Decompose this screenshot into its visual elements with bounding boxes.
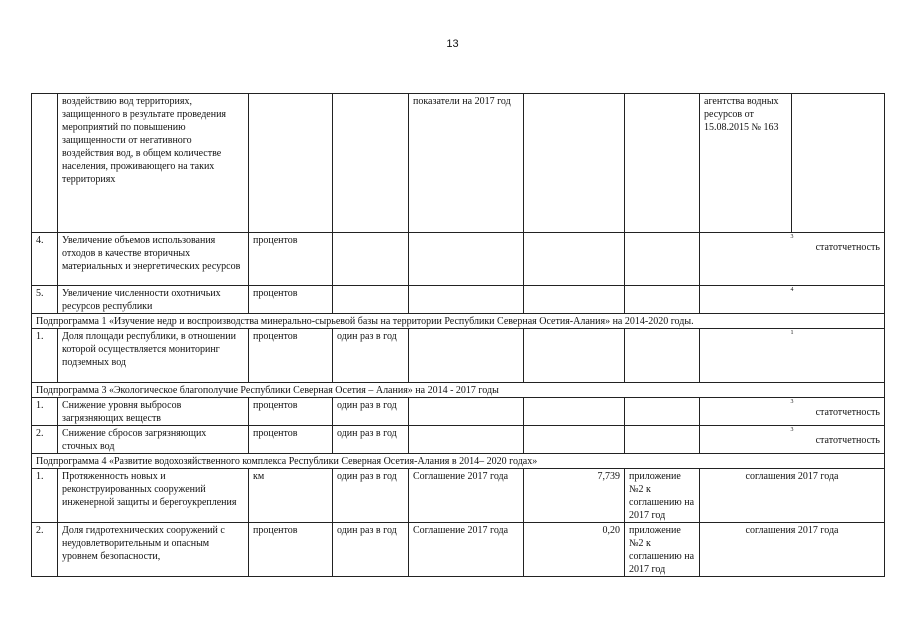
subprogram-row bbox=[32, 454, 885, 469]
source-cell bbox=[700, 286, 885, 314]
base-document-cell bbox=[409, 233, 524, 286]
table-row bbox=[32, 286, 885, 314]
value-cell bbox=[524, 94, 625, 233]
page-number: 13 bbox=[446, 38, 459, 50]
indicator-name: Протяженность новых и реконструированных сооружений инженерной защиты и берегоукрепления bbox=[58, 469, 249, 523]
unit-cell: км bbox=[249, 469, 333, 523]
footnote-mark: 1 bbox=[790, 330, 794, 336]
value-cell: 0,20 bbox=[524, 523, 625, 577]
appendix-cell bbox=[625, 286, 700, 314]
indicator-name: Доля гидротехнических сооружений с неудовлетворительным и опасным уровнем безопасности, bbox=[58, 523, 249, 577]
periodicity-cell bbox=[333, 94, 409, 233]
source-text: соглашения 2017 года bbox=[745, 471, 839, 482]
subprogram-row bbox=[32, 383, 885, 398]
value-cell bbox=[524, 329, 625, 383]
appendix-cell: приложение №2 к соглашению на 2017 год bbox=[625, 523, 700, 577]
appendix-cell bbox=[625, 233, 700, 286]
footnote-mark: 3 bbox=[790, 234, 794, 240]
indicator-name: Снижение уровня выбросов загрязняющих веществ bbox=[58, 398, 249, 426]
row-number: 5. bbox=[32, 286, 58, 314]
appendix-cell: приложение №2 к соглашению на 2017 год bbox=[625, 469, 700, 523]
indicator-name: Снижение сбросов загрязняющих сточных вод bbox=[58, 426, 249, 454]
table-row bbox=[32, 469, 885, 523]
subprogram-title: Подпрограмма 1 «Изучение недр и воспроизводства минерально-сырьевой базы на территории Республики Северная Осетия-Алания» на 2014-2020 годы. bbox=[32, 314, 885, 329]
appendix-cell bbox=[625, 329, 700, 383]
value-cell bbox=[524, 426, 625, 454]
row-number bbox=[32, 94, 58, 233]
source-text: соглашения 2017 года bbox=[745, 525, 839, 536]
row-number: 1. bbox=[32, 398, 58, 426]
source-cell bbox=[700, 426, 885, 454]
footnote-mark: 3 bbox=[790, 399, 794, 405]
periodicity-cell: один раз в год bbox=[333, 329, 409, 383]
base-document-cell bbox=[409, 398, 524, 426]
appendix-cell bbox=[625, 94, 700, 233]
indicator-name: воздействию вод территориях, защищенного в результате проведения мероприятий по повышению защищенности от негативного воздействия вод, в общем количестве населения, проживающего на таких территориях bbox=[58, 94, 249, 233]
source-cell bbox=[700, 523, 885, 577]
unit-cell: процентов bbox=[249, 426, 333, 454]
source-cell bbox=[700, 398, 885, 426]
table-row bbox=[32, 426, 885, 454]
base-document-cell bbox=[409, 329, 524, 383]
table-row bbox=[32, 523, 885, 577]
source-text: агентства водных ресурсов от 15.08.2015 № 163 bbox=[704, 96, 779, 133]
source-cell bbox=[700, 329, 885, 383]
source-text: статотчетность bbox=[815, 435, 880, 446]
value-cell bbox=[524, 398, 625, 426]
source-cell bbox=[700, 94, 792, 233]
indicator-name: Увеличение численности охотничьих ресурсов республики bbox=[58, 286, 249, 314]
source-cell bbox=[700, 469, 885, 523]
periodicity-cell bbox=[333, 286, 409, 314]
subprogram-title: Подпрограмма 3 «Экологическое благополучие Республики Северная Осетия – Алания» на 2014 - 2017 годы bbox=[32, 383, 885, 398]
unit-cell: процентов bbox=[249, 398, 333, 426]
row-number: 4. bbox=[32, 233, 58, 286]
base-document-cell bbox=[409, 426, 524, 454]
unit-cell bbox=[249, 94, 333, 233]
indicators-table bbox=[31, 93, 885, 577]
row-number: 2. bbox=[32, 523, 58, 577]
indicator-name: Увеличение объемов использования отходов в качестве вторичных материальных и энергетических ресурсов bbox=[58, 233, 249, 286]
periodicity-cell: один раз в год bbox=[333, 523, 409, 577]
indicator-name: Доля площади республики, в отношении которой осуществляется мониторинг подземных вод bbox=[58, 329, 249, 383]
table-row bbox=[32, 94, 885, 233]
unit-cell: процентов bbox=[249, 286, 333, 314]
base-document-cell bbox=[409, 286, 524, 314]
table-row bbox=[32, 233, 885, 286]
base-document-cell: показатели на 2017 год bbox=[409, 94, 524, 233]
unit-cell: процентов bbox=[249, 233, 333, 286]
periodicity-cell: один раз в год bbox=[333, 398, 409, 426]
value-cell bbox=[524, 233, 625, 286]
footnote-mark: 4 bbox=[790, 287, 794, 293]
value-cell: 7,739 bbox=[524, 469, 625, 523]
row-number: 1. bbox=[32, 469, 58, 523]
source-text: статотчетность bbox=[815, 407, 880, 418]
row-number: 1. bbox=[32, 329, 58, 383]
subprogram-title: Подпрограмма 4 «Развитие водохозяйственного комплекса Республики Северная Осетия-Алания в 2014– 2020 годах» bbox=[32, 454, 885, 469]
row-number: 2. bbox=[32, 426, 58, 454]
source-cell bbox=[700, 233, 885, 286]
table-row bbox=[32, 329, 885, 383]
base-document-cell: Соглашение 2017 года bbox=[409, 523, 524, 577]
appendix-cell bbox=[625, 398, 700, 426]
subprogram-row bbox=[32, 314, 885, 329]
empty-cell bbox=[792, 94, 885, 233]
value-cell bbox=[524, 286, 625, 314]
base-document-cell: Соглашение 2017 года bbox=[409, 469, 524, 523]
periodicity-cell: один раз в год bbox=[333, 426, 409, 454]
appendix-cell bbox=[625, 426, 700, 454]
unit-cell: процентов bbox=[249, 329, 333, 383]
periodicity-cell bbox=[333, 233, 409, 286]
table-row bbox=[32, 398, 885, 426]
unit-cell: процентов bbox=[249, 523, 333, 577]
source-text: статотчетность bbox=[815, 242, 880, 253]
footnote-mark: 3 bbox=[790, 427, 794, 433]
periodicity-cell: один раз в год bbox=[333, 469, 409, 523]
